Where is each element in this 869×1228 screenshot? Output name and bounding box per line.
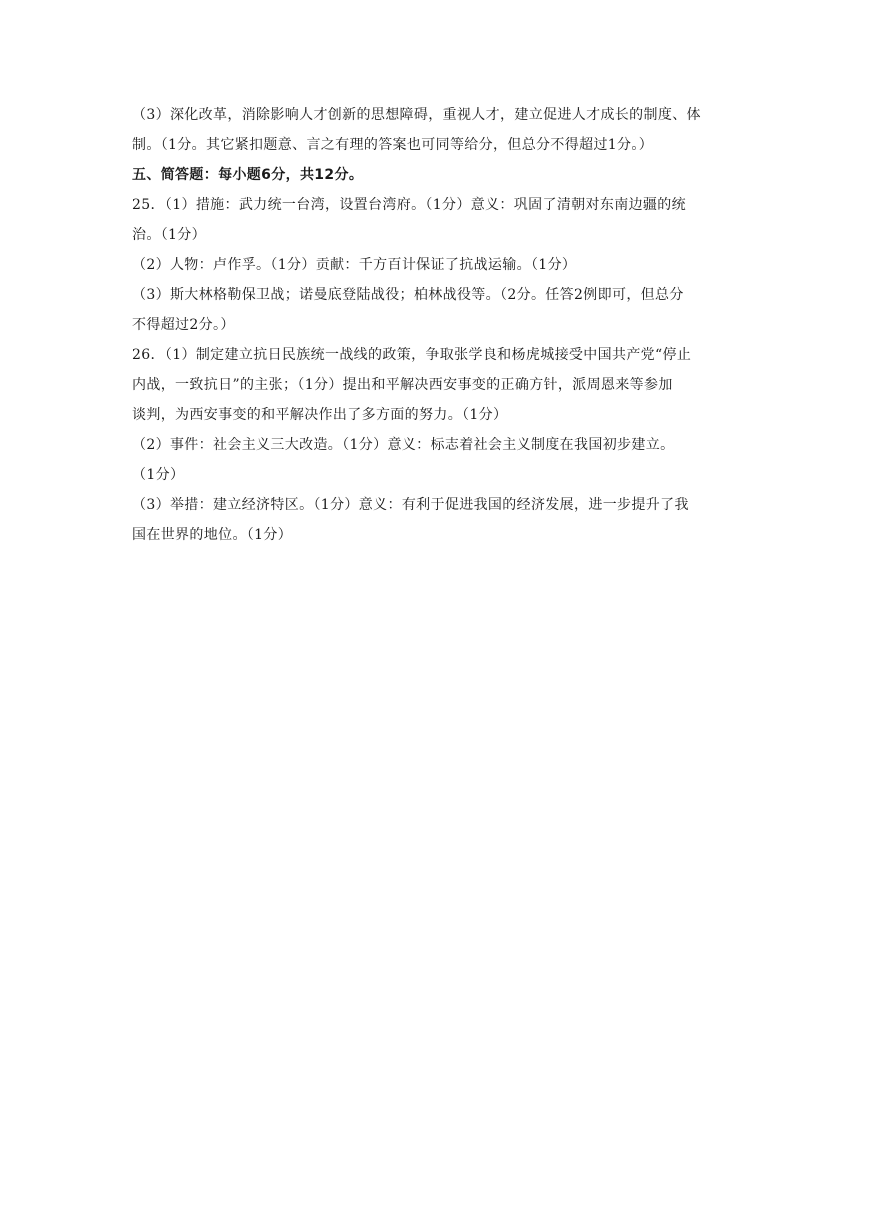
text-line: 26．（1）制定建立抗日民族统一战线的政策，争取张学良和杨虎城接受中国共产党“停止 — [132, 347, 692, 363]
text-line: （1分） — [132, 467, 185, 483]
text-line: （2）人物：卢作孚。（1分）贡献：千方百计保证了抗战运输。（1分） — [132, 257, 577, 273]
text-line: （3）举措：建立经济特区。（1分）意义：有利于促进我国的经济发展，进一步提升了我 — [132, 497, 689, 513]
text-line: （3）斯大林格勒保卫战；诺曼底登陆战役；柏林战役等。（2分。任答2例即可，但总分 — [132, 287, 684, 303]
text-line: （3）深化改革，消除影响人才创新的思想障碍，重视人才，建立促进人才成长的制度、体 — [132, 107, 701, 123]
text-line: 谈判，为西安事变的和平解决作出了多方面的努力。（1分） — [132, 407, 508, 423]
text-line: 25．（1）措施：武力统一台湾，设置台湾府。（1分）意义：巩固了清朝对东南边疆的统 — [132, 197, 686, 213]
text-line: 制。（1分。其它紧扣题意、言之有理的答案也可同等给分，但总分不得超过1分。） — [132, 137, 654, 153]
text-line: 不得超过2分。） — [132, 317, 235, 333]
text-line: 内战，一致抗日”的主张；（1分）提出和平解决西安事变的正确方针，派周恩来等参加 — [132, 377, 673, 393]
section-heading: 五、简答题：每小题6分，共12分。 — [132, 167, 364, 183]
text-line: （2）事件：社会主义三大改造。（1分）意义：标志着社会主义制度在我国初步建立。 — [132, 437, 675, 453]
text-line: 国在世界的地位。（1分） — [132, 527, 293, 543]
answer-document — [132, 100, 740, 550]
text-line: 治。（1分） — [132, 227, 207, 243]
